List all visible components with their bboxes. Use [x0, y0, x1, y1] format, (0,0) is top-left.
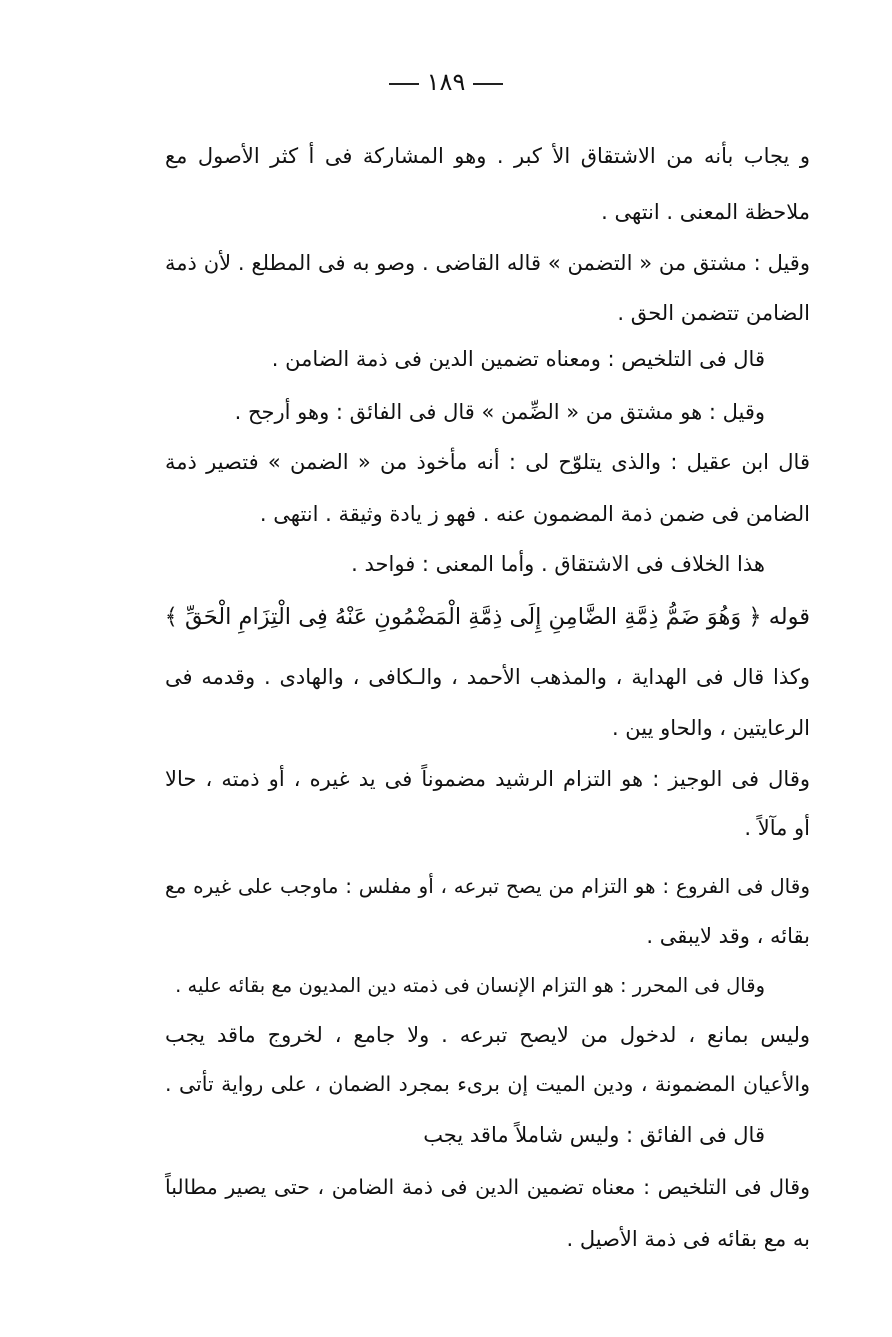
- text-line: بقائه ، وقد لايبقى .: [646, 924, 810, 948]
- text-line: وقيل : هو مشتق من « الضِّمن » قال فى الفائق : وهو أرجح .: [234, 400, 765, 424]
- text-line: الضامن تتضمن الحق .: [617, 301, 810, 325]
- text-line: هذا الخلاف فى الاشتقاق . وأما المعنى : فواحد .: [351, 552, 765, 576]
- page-number-value: ١٨٩: [426, 68, 466, 96]
- text-line: وقال فى الوجيز : هو التزام الرشيد مضموناً فى يد غيره ، أو ذمته ، حالا: [165, 767, 810, 791]
- page-number-dash-right: [473, 83, 503, 85]
- text-line: و يجاب بأنه من الاشتقاق الأ كبر . وهو المشاركة فى أ كثر الأصول مع: [165, 144, 810, 168]
- text-line: وقال فى الفروع : هو التزام من يصح تبرعه ، أو مفلس : ماوجب على غيره مع: [165, 874, 810, 898]
- page-number: [0, 68, 892, 96]
- text-line: وليس بمانع ، لدخول من لايصح تبرعه . ولا جامع ، لخروج ماقد يجب: [165, 1023, 810, 1047]
- quoted-heading: قوله ﴿ وَهُوَ ضَمُّ ذِمَّةِ الضَّامِنِ إِلَى ذِمَّةِ الْمَضْمُونِ عَنْهُ فِى الْتِزَامِ الْحَقِّ ﴾: [164, 604, 810, 630]
- text-line: وقيل : مشتق من « التضمن » قاله القاضى . وصو به فى المطلع . لأن ذمة: [165, 251, 810, 275]
- text-line: قال فى التلخيص : ومعناه تضمين الدين فى ذمة الضامن .: [271, 347, 765, 371]
- text-line: والأعيان المضمونة ، ودين الميت إن برىء بمجرد الضمان ، على رواية تأتى .: [165, 1072, 810, 1096]
- text-line: أو مآلاً .: [744, 816, 810, 840]
- text-line: قال فى الفائق : وليس شاملاً ماقد يجب: [423, 1123, 765, 1147]
- text-line: الضامن فى ضمن ذمة المضمون عنه . فهو ز يادة وثيقة . انتهى .: [259, 502, 810, 526]
- page-number-dash-left: [389, 83, 419, 85]
- text-line: قال ابن عقيل : والذى يتلوّح لى : أنه مأخوذ من « الضمن » فتصير ذمة: [165, 450, 810, 474]
- text-line: به مع بقائه فى ذمة الأصيل .: [566, 1227, 810, 1251]
- text-line: وقال فى المحرر : هو التزام الإنسان فى ذمته دين المديون مع بقائه عليه .: [175, 974, 765, 997]
- text-line: الرعايتين ، والحاو يين .: [611, 716, 810, 740]
- text-line: وقال فى التلخيص : معناه تضمين الدين فى ذمة الضامن ، حتى يصير مطالباً: [165, 1175, 810, 1199]
- text-line: وكذا قال فى الهداية ، والمذهب الأحمد ، والـكافى ، والهادى . وقدمه فى: [165, 665, 810, 689]
- text-line: ملاحظة المعنى . انتهى .: [601, 200, 810, 224]
